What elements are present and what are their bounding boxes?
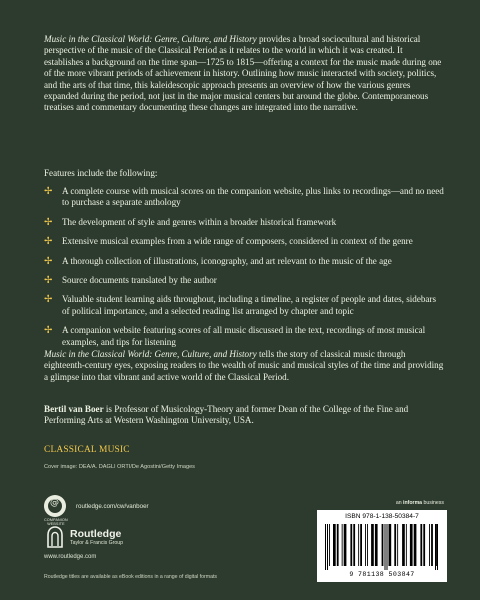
cover-image-credit: Cover image: DEA/A. DAGLI ORTI/De Agostini/Getty Images [44, 464, 195, 470]
ornament-bullet-icon: ✢ [44, 325, 53, 337]
intro-text: provides a broad sociocultural and historical perspective of the music of the Classical Period as it relates to the world in which it was created. It establishes a background on the time span—1725 to 1815—offering a context for the music made during one of the more vibrant periods of achievement in history. Outlining how music interacted with society, politics, and the arts of that time, this kaleidescopic approach presents an overview of how the various genres expanded during the period, not just in the major musical centers but around the globe. Contemporaneous treatises and commentary documenting these changes are integrated into the narrative. [44, 34, 442, 113]
ornament-bullet-icon: ✢ [44, 236, 53, 248]
feature-item [44, 236, 444, 247]
companion-website-url[interactable]: routledge.com/cw/vanboer [76, 502, 149, 510]
feature-text: The development of style and genres within a broader historical framework [62, 216, 337, 227]
feature-item [44, 294, 444, 317]
feature-item [44, 217, 444, 228]
ornament-bullet-icon: ✢ [44, 255, 53, 267]
ornament-bullet-icon: ✢ [44, 186, 53, 197]
intro-paragraph [44, 34, 444, 114]
barcode-digits: 9 781138 503847 [349, 571, 415, 578]
feature-item [44, 256, 444, 267]
author-bio [44, 404, 444, 427]
isbn-barcode-box [317, 510, 447, 582]
ornament-bullet-icon: ✢ [44, 275, 53, 287]
ornament-bullet-icon: ✢ [44, 216, 53, 228]
barcode-icon [323, 524, 441, 570]
feature-item [44, 325, 444, 348]
features-heading: Features include the following: [44, 168, 158, 178]
companion-website-icon: @ COMPANION WEBSITE [44, 495, 66, 517]
ornament-bullet-icon: ✢ [44, 294, 53, 306]
informa-business-label [396, 500, 444, 506]
informa-suffix: business [422, 500, 444, 506]
closing-book-title: Music in the Classical World: Genre, Culture, and History [44, 349, 257, 359]
author-bio-text: is Professor of Musicology-Theory and former Dean of the College of the Fine and Performing Arts at Western Washington University, USA. [44, 404, 409, 426]
publisher-logo [44, 526, 123, 548]
author-name: Bertil van Boer [44, 404, 104, 414]
category-label: CLASSICAL MUSIC [44, 445, 130, 455]
feature-text: Source documents translated by the author [62, 275, 217, 286]
feature-text: Valuable student learning aids throughout, including a timeline, a register of people and dates, sidebars of political importance, and a selected reading list arranged by chapter and topic [62, 294, 437, 316]
closing-paragraph [44, 349, 444, 383]
intro-book-title: Music in the Classical World: Genre, Culture, and History [44, 34, 257, 44]
informa-prefix: an [395, 500, 404, 506]
feature-text: A thorough collection of illustrations, iconography, and art relevant to the music of the age [62, 255, 392, 266]
companion-website-row [44, 494, 149, 526]
feature-item [44, 186, 444, 209]
feature-text: A companion website featuring scores of all music discussed in the text, recordings of most musical examples, and tips for listening [62, 325, 426, 347]
feature-text: A complete course with musical scores on the companion website, plus links to recordings—and no need to purchase a separate anthology [62, 186, 444, 208]
features-list [44, 186, 444, 356]
companion-badge-label: COMPANION WEBSITE [44, 518, 68, 526]
feature-item [44, 275, 444, 286]
publisher-name: Routledge [70, 527, 122, 540]
closing-text: tells the story of classical music through eighteenth-century eyes, exposing readers to the wealth of music and musical styles of the time and providing a glimpse into that vibrant and active world of the Classical Period. [44, 349, 444, 382]
ebook-note: Routledge titles are available as eBook editions in a range of digital formats [44, 574, 218, 580]
routledge-logo-icon [44, 526, 66, 548]
isbn-label: ISBN 978-1-138-50384-7 [345, 513, 419, 520]
publisher-url[interactable]: www.routledge.com [44, 554, 97, 560]
informa-brand: informa [403, 500, 423, 506]
publisher-group: Taylor & Francis Group [70, 539, 124, 546]
feature-text: Extensive musical examples from a wide range of composers, considered in context of the genre [62, 236, 413, 247]
